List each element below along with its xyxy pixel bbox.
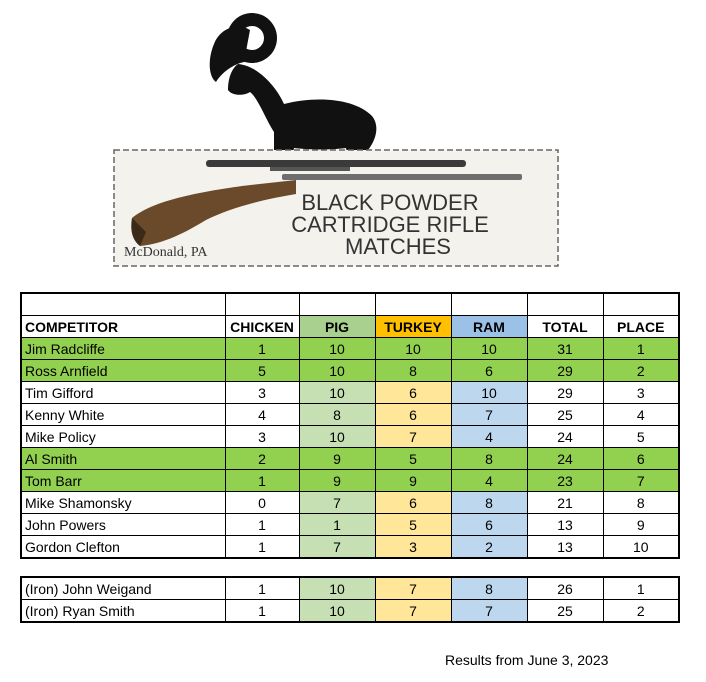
total-cell: 31	[527, 338, 603, 360]
competitor-cell: Mike Policy	[21, 426, 225, 448]
place-cell: 6	[603, 448, 679, 470]
pig-cell: 9	[299, 448, 375, 470]
place-cell: 2	[603, 600, 679, 623]
header-pig: PIG	[299, 316, 375, 338]
competitor-cell: Kenny White	[21, 404, 225, 426]
table-row	[21, 577, 679, 600]
competitor-cell: Tim Gifford	[21, 382, 225, 404]
total-cell: 25	[527, 404, 603, 426]
place-cell: 2	[603, 360, 679, 382]
pig-cell: 8	[299, 404, 375, 426]
ram-cell: 4	[451, 426, 527, 448]
competitor-cell: Ross Arnfield	[21, 360, 225, 382]
competitor-cell: (Iron) John Weigand	[21, 577, 225, 600]
competitor-cell: Al Smith	[21, 448, 225, 470]
total-cell: 26	[527, 577, 603, 600]
turkey-cell: 10	[375, 338, 451, 360]
logo-location: McDonald, PA	[124, 245, 208, 260]
turkey-cell: 6	[375, 382, 451, 404]
chicken-cell: 1	[225, 600, 299, 623]
pig-cell: 1	[299, 514, 375, 536]
chicken-cell: 3	[225, 382, 299, 404]
total-cell: 23	[527, 470, 603, 492]
ram-cell: 4	[451, 470, 527, 492]
competitor-cell: John Powers	[21, 514, 225, 536]
chicken-cell: 0	[225, 492, 299, 514]
ram-cell: 7	[451, 404, 527, 426]
blank-row	[21, 293, 679, 316]
place-cell: 8	[603, 492, 679, 514]
chicken-cell: 4	[225, 404, 299, 426]
header-chicken: CHICKEN	[225, 316, 299, 338]
ram-cell: 8	[451, 492, 527, 514]
table-row	[21, 426, 679, 448]
results-table	[20, 292, 680, 559]
place-cell: 3	[603, 382, 679, 404]
turkey-cell: 7	[375, 426, 451, 448]
pig-cell: 10	[299, 382, 375, 404]
chicken-cell: 1	[225, 536, 299, 559]
chicken-cell: 2	[225, 448, 299, 470]
chicken-cell: 1	[225, 577, 299, 600]
pig-cell: 7	[299, 536, 375, 559]
total-cell: 25	[527, 600, 603, 623]
total-cell: 13	[527, 536, 603, 559]
table-row	[21, 338, 679, 360]
ram-cell: 7	[451, 600, 527, 623]
header-place: PLACE	[603, 316, 679, 338]
total-cell: 24	[527, 448, 603, 470]
pig-cell: 10	[299, 360, 375, 382]
iron-results-table	[20, 576, 680, 623]
ram-silhouette	[210, 13, 377, 158]
header-row	[21, 316, 679, 338]
chicken-cell: 1	[225, 338, 299, 360]
ram-cell: 10	[451, 338, 527, 360]
table-row	[21, 492, 679, 514]
pig-cell: 10	[299, 426, 375, 448]
ram-cell: 6	[451, 514, 527, 536]
header-ram: RAM	[451, 316, 527, 338]
place-cell: 4	[603, 404, 679, 426]
turkey-cell: 5	[375, 514, 451, 536]
header-competitor: COMPETITOR	[21, 316, 225, 338]
logo-line3: MATCHES	[345, 234, 451, 259]
turkey-cell: 6	[375, 492, 451, 514]
turkey-cell: 7	[375, 577, 451, 600]
place-cell: 5	[603, 426, 679, 448]
competitor-cell: (Iron) Ryan Smith	[21, 600, 225, 623]
ram-cell: 8	[451, 577, 527, 600]
table-row	[21, 404, 679, 426]
chicken-cell: 3	[225, 426, 299, 448]
pig-cell: 9	[299, 470, 375, 492]
competitor-cell: Tom Barr	[21, 470, 225, 492]
header-total: TOTAL	[527, 316, 603, 338]
pig-cell: 10	[299, 577, 375, 600]
ram-cell: 6	[451, 360, 527, 382]
table-row	[21, 600, 679, 623]
chicken-cell: 1	[225, 470, 299, 492]
place-cell: 9	[603, 514, 679, 536]
turkey-cell: 5	[375, 448, 451, 470]
turkey-cell: 3	[375, 536, 451, 559]
total-cell: 24	[527, 426, 603, 448]
total-cell: 29	[527, 360, 603, 382]
ram-cell: 10	[451, 382, 527, 404]
turkey-cell: 6	[375, 404, 451, 426]
total-cell: 29	[527, 382, 603, 404]
logo-line2: CARTRIDGE RIFLE	[291, 212, 489, 237]
total-cell: 13	[527, 514, 603, 536]
pig-cell: 10	[299, 600, 375, 623]
place-cell: 7	[603, 470, 679, 492]
competitor-cell: Jim Radcliffe	[21, 338, 225, 360]
table-row	[21, 448, 679, 470]
place-cell: 1	[603, 577, 679, 600]
pig-cell: 10	[299, 338, 375, 360]
chicken-cell: 5	[225, 360, 299, 382]
turkey-cell: 8	[375, 360, 451, 382]
table-row	[21, 470, 679, 492]
chicken-cell: 1	[225, 514, 299, 536]
table-row	[21, 382, 679, 404]
results-date: Results from June 3, 2023	[445, 652, 609, 668]
table-row	[21, 360, 679, 382]
turkey-cell: 9	[375, 470, 451, 492]
ram-cell: 8	[451, 448, 527, 470]
competitor-cell: Gordon Clefton	[21, 536, 225, 559]
total-cell: 21	[527, 492, 603, 514]
competitor-cell: Mike Shamonsky	[21, 492, 225, 514]
match-logo	[110, 0, 562, 270]
table-row	[21, 536, 679, 559]
place-cell: 10	[603, 536, 679, 559]
pig-cell: 7	[299, 492, 375, 514]
logo-line1: BLACK POWDER	[301, 190, 479, 215]
place-cell: 1	[603, 338, 679, 360]
turkey-cell: 7	[375, 600, 451, 623]
table-row	[21, 514, 679, 536]
header-turkey: TURKEY	[375, 316, 451, 338]
ram-cell: 2	[451, 536, 527, 559]
